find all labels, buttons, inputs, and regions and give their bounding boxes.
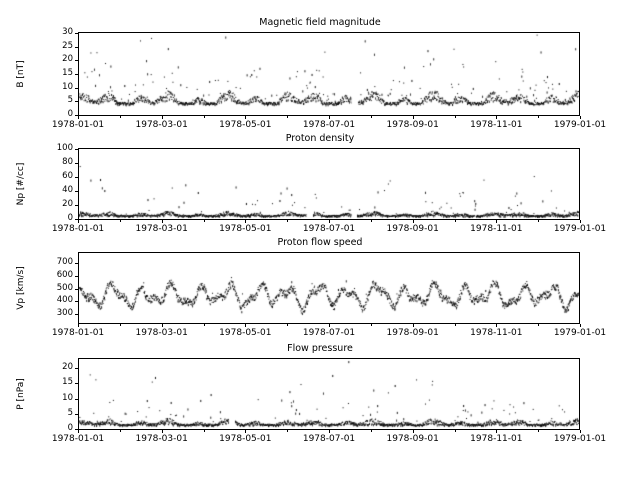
x-minor-tick-mark (204, 430, 205, 432)
y-tick-label: 15 (62, 68, 73, 78)
x-tick-mark (78, 220, 79, 223)
x-minor-tick-mark (120, 430, 121, 432)
x-tick-label: 1978-09-01 (386, 328, 439, 338)
x-tick-label: 1978-07-01 (302, 328, 356, 338)
x-tick-label: 1978-01-01 (51, 120, 105, 130)
x-tick-label: 1979-01-01 (553, 434, 607, 444)
y-tick-label: 5 (67, 407, 73, 418)
plot-title-1: Proton density (285, 133, 355, 144)
x-minor-tick-mark (204, 324, 205, 326)
x-tick-label: 1978-07-01 (302, 120, 356, 130)
y-tick-label: 30 (62, 27, 73, 37)
x-tick-label: 1978-09-01 (386, 224, 439, 234)
x-tick-mark (496, 430, 497, 433)
y-tick-mark (75, 149, 78, 150)
x-tick-mark (329, 430, 330, 433)
y-tick-label: 80 (62, 157, 73, 167)
x-minor-tick-mark (371, 220, 372, 222)
plot-area-0 (78, 32, 580, 116)
x-minor-tick-mark (120, 116, 121, 118)
x-minor-tick-mark (455, 220, 456, 222)
x-minor-tick-mark (287, 220, 288, 222)
x-tick-label: 1978-03-01 (135, 120, 188, 130)
x-tick-mark (329, 116, 330, 119)
x-tick-mark (580, 220, 581, 223)
y-tick-label: 20 (62, 54, 73, 65)
y-tick-label: 0 (67, 423, 73, 433)
x-minor-tick-mark (371, 430, 372, 432)
plot-title-0: Magnetic field magnitude (259, 17, 381, 28)
y-tick-label: 5 (67, 95, 73, 106)
y-axis-label-1: Np [#/cc] (16, 162, 26, 206)
x-tick-mark (413, 116, 414, 119)
x-tick-label: 1978-03-01 (135, 328, 188, 338)
x-tick-mark (245, 430, 246, 433)
x-minor-tick-mark (538, 220, 539, 222)
x-tick-label: 1978-05-01 (219, 434, 272, 444)
x-tick-label: 1979-01-01 (553, 224, 607, 234)
y-tick-mark (75, 414, 78, 415)
y-tick-mark (75, 205, 78, 206)
y-tick-label: 20 (62, 199, 73, 209)
y-axis-label-2: Vp [km/s] (16, 266, 26, 310)
x-tick-mark (580, 116, 581, 119)
x-tick-mark (580, 324, 581, 327)
y-tick-label: 60 (62, 171, 73, 181)
y-tick-label: 15 (62, 377, 73, 388)
x-minor-tick-mark (120, 220, 121, 222)
x-tick-label: 1978-05-01 (219, 120, 272, 130)
y-tick-label: 25 (62, 40, 73, 51)
x-tick-mark (496, 324, 497, 327)
x-tick-label: 1978-11-01 (470, 328, 523, 338)
y-tick-label: 700 (56, 257, 73, 268)
x-tick-label: 1978-03-01 (135, 434, 188, 444)
x-minor-tick-mark (204, 116, 205, 118)
x-minor-tick-mark (538, 324, 539, 326)
plot-area-2 (78, 252, 580, 324)
y-tick-mark (75, 368, 78, 369)
x-tick-mark (245, 324, 246, 327)
x-tick-label: 1978-01-01 (51, 434, 105, 444)
x-tick-mark (413, 430, 414, 433)
y-tick-mark (75, 383, 78, 384)
x-minor-tick-mark (371, 324, 372, 326)
y-tick-label: 100 (56, 143, 73, 153)
x-tick-label: 1978-09-01 (386, 434, 439, 444)
x-minor-tick-mark (538, 116, 539, 118)
y-tick-label: 0 (67, 109, 73, 119)
y-tick-mark (75, 314, 78, 315)
x-minor-tick-mark (287, 324, 288, 326)
data-points-2 (79, 253, 579, 323)
y-tick-mark (75, 60, 78, 61)
y-tick-label: 600 (56, 269, 73, 280)
x-tick-mark (162, 430, 163, 433)
plot-title-2: Proton flow speed (277, 237, 363, 248)
x-tick-label: 1978-05-01 (219, 224, 272, 234)
x-tick-mark (78, 116, 79, 119)
x-tick-mark (496, 220, 497, 223)
x-minor-tick-mark (120, 324, 121, 326)
y-tick-label: 500 (56, 282, 73, 293)
y-tick-mark (75, 289, 78, 290)
x-tick-label: 1978-11-01 (470, 120, 523, 130)
x-tick-label: 1979-01-01 (553, 328, 607, 338)
y-tick-mark (75, 399, 78, 400)
x-tick-mark (580, 430, 581, 433)
x-tick-label: 1978-01-01 (51, 224, 105, 234)
x-tick-label: 1978-07-01 (302, 434, 356, 444)
x-minor-tick-mark (204, 220, 205, 222)
x-minor-tick-mark (455, 430, 456, 432)
y-tick-label: 0 (67, 213, 73, 223)
x-minor-tick-mark (287, 116, 288, 118)
x-tick-mark (78, 324, 79, 327)
x-tick-label: 1978-11-01 (470, 434, 523, 444)
y-tick-mark (75, 33, 78, 34)
x-tick-label: 1978-03-01 (135, 224, 188, 234)
y-tick-mark (75, 276, 78, 277)
x-tick-label: 1979-01-01 (553, 120, 607, 130)
y-tick-label: 400 (56, 295, 73, 306)
y-axis-label-0: B [nT] (16, 60, 26, 88)
y-tick-label: 300 (56, 308, 73, 319)
x-tick-label: 1978-11-01 (470, 224, 523, 234)
x-tick-mark (496, 116, 497, 119)
y-tick-label: 40 (62, 185, 73, 195)
x-tick-mark (413, 220, 414, 223)
x-tick-label: 1978-09-01 (386, 120, 439, 130)
x-tick-mark (245, 116, 246, 119)
y-tick-mark (75, 177, 78, 178)
y-axis-label-3: P [nPa] (16, 378, 26, 410)
y-tick-mark (75, 191, 78, 192)
x-tick-mark (162, 116, 163, 119)
x-minor-tick-mark (538, 430, 539, 432)
y-tick-label: 10 (62, 392, 73, 403)
x-tick-mark (413, 324, 414, 327)
data-points-3 (79, 359, 579, 429)
x-tick-label: 1978-01-01 (51, 328, 105, 338)
x-tick-label: 1978-05-01 (219, 328, 272, 338)
plot-area-3 (78, 358, 580, 430)
x-minor-tick-mark (455, 116, 456, 118)
data-points-0 (79, 33, 579, 115)
y-tick-mark (75, 74, 78, 75)
x-minor-tick-mark (287, 430, 288, 432)
y-tick-label: 20 (62, 362, 73, 373)
x-tick-mark (162, 220, 163, 223)
data-points-1 (79, 149, 579, 219)
x-tick-label: 1978-07-01 (302, 224, 356, 234)
x-tick-mark (329, 220, 330, 223)
x-minor-tick-mark (371, 116, 372, 118)
y-tick-mark (75, 301, 78, 302)
x-tick-mark (78, 430, 79, 433)
x-tick-mark (329, 324, 330, 327)
x-tick-mark (245, 220, 246, 223)
plot-area-1 (78, 148, 580, 220)
plot-title-3: Flow pressure (287, 343, 353, 354)
x-tick-mark (162, 324, 163, 327)
x-minor-tick-mark (455, 324, 456, 326)
y-tick-mark (75, 101, 78, 102)
y-tick-mark (75, 88, 78, 89)
y-tick-mark (75, 263, 78, 264)
y-tick-label: 10 (62, 81, 73, 92)
y-tick-mark (75, 47, 78, 48)
y-tick-mark (75, 163, 78, 164)
